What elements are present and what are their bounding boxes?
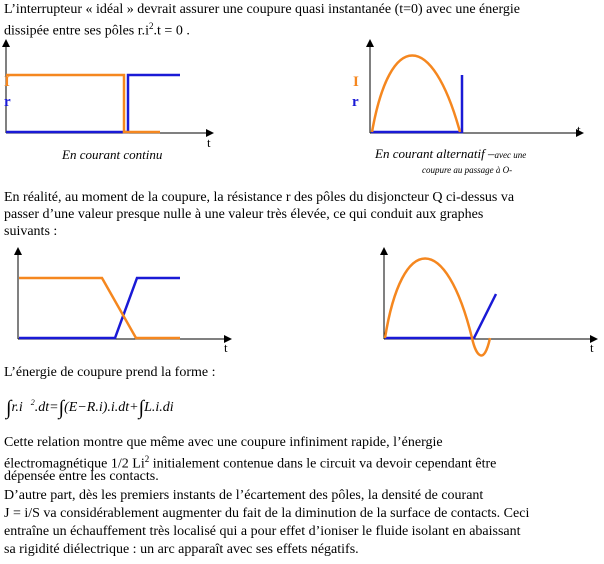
conclusion-line-5: J = i/S va considérablement augmenter du fait de la diminution de la surface de contacts. Ceci: [4, 506, 530, 521]
reality-line-1: En réalité, au moment de la coupure, la résistance r des pôles du disjoncteur Q ci-dessus va: [4, 190, 515, 205]
graph-real-dc-axis-t: t: [224, 340, 228, 355]
intro-line-1: L’interrupteur « idéal » devrait assurer une coupure quasi instantanée (t=0) avec une énergie: [4, 2, 520, 17]
graph-ac-caption-small-1: avec une: [494, 150, 527, 160]
graph-dc-axis-t: t: [207, 135, 211, 150]
formula-exponent: 2: [30, 398, 35, 408]
intro-line-2-prefix: dissipée entre ses pôles r.i: [4, 23, 150, 39]
conclusion-line-1: Cette relation montre que même avec une coupure infiniment rapide, l’énergie: [4, 435, 443, 450]
graph-dc-ideal: [6, 40, 213, 133]
conclusion-line-2-suffix: initialement contenue dans le circuit va devoir cependant être: [149, 456, 497, 472]
conclusion-line-2-prefix: électromagnétique 1/2 Li: [4, 456, 145, 472]
graph-dc-label-i: I: [4, 74, 10, 90]
formula-term-1b: .dt=: [34, 400, 59, 415]
formula-term-1: r.i: [11, 400, 23, 415]
graph-ac-caption: [375, 146, 526, 162]
reality-line-3: suivants :: [4, 224, 58, 239]
graph-dc-label-r: r: [4, 94, 11, 110]
conclusion-line-7: sa rigidité diélectrique : un arc apparaît avec ses effets négatifs.: [4, 542, 359, 557]
graph-ac-label-i: I: [353, 74, 359, 90]
graph-ac-caption-small-2: coupure au passage à O-: [422, 165, 513, 175]
graph-real-ac-axis-t: t: [590, 340, 594, 355]
graph-real-dc-resistance-curve: [19, 278, 180, 338]
graph-dc-caption: En courant continu: [62, 147, 163, 162]
reality-line-2: passer d’une valeur presque nulle à une valeur très élevée, ce qui conduit aux graphes: [4, 207, 484, 222]
conclusion-line-3: dépensée entre les contacts.: [4, 469, 159, 484]
conclusion-line-2-sup: 2: [144, 454, 150, 464]
graph-ac-axis-t: t: [577, 122, 581, 137]
energy-heading: L’énergie de coupure prend la forme :: [4, 365, 216, 380]
formula-integral-3: ∫: [138, 397, 145, 419]
formula-term-3: L.i.di: [144, 400, 174, 415]
formula-term-2: (E−R.i).i.dt+: [64, 400, 139, 415]
graph-ac-current-curve: [372, 56, 460, 133]
conclusion-line-6: entraîne un échauffement très localisé qui a pour effet d’ioniser le fluide isolant en abaissant: [4, 524, 521, 539]
graph-real-dc-current-curve: [19, 278, 180, 338]
graph-real-ac-current-curve: [385, 259, 490, 356]
graph-dc-current-curve: [6, 75, 160, 132]
graph-ac-real: [384, 248, 597, 355]
graph-real-ac-resistance-curve: [385, 294, 496, 338]
intro-line-2-suffix: .t = 0 .: [153, 23, 190, 39]
formula-integral-2: ∫: [58, 397, 65, 419]
formula-integral-1: ∫: [6, 397, 12, 419]
graph-ac-caption-main: En courant alternatif –: [375, 146, 495, 161]
intro-line-2-sup: 2: [149, 21, 154, 31]
graph-dc-real: [18, 248, 231, 339]
energy-formula: [6, 397, 174, 420]
graph-ac-label-r: r: [352, 94, 359, 110]
graph-dc-resistance-curve: [6, 75, 180, 132]
graph-ac-ideal: [370, 40, 583, 133]
conclusion-line-4: D’autre part, dès les premiers instants de l’écartement des pôles, la densité de courant: [4, 488, 484, 503]
